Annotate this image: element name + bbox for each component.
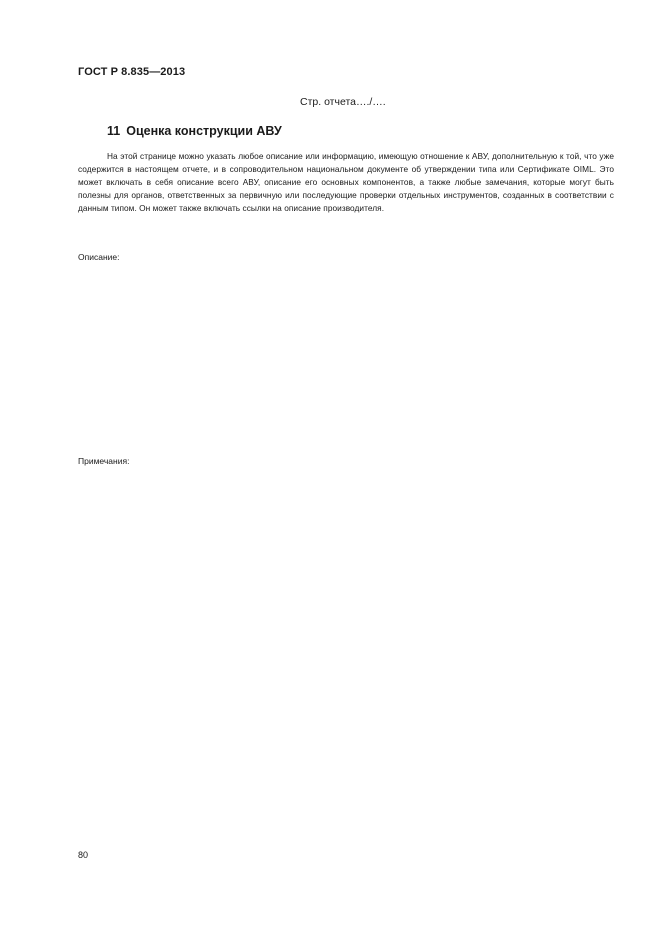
- notes-label: Примечания:: [78, 456, 130, 466]
- report-page-indicator: Стр. отчета…./….: [300, 96, 386, 108]
- page-number: 80: [78, 850, 89, 860]
- section-body-text: На этой странице можно указать любое описание или информацию, имеющую отношение к АВУ, дополнительную к той, что уже содержится в настоящем отчете, и в сопроводительном национальном документе об утверждении типа или Сертификате OIML. Это может включать в себя описание всего АВУ, описание его основных компонентов, а также любые замечания, которые могут быть полезны для органов, ответственных за первичную или последующие проверки отдельных инструментов, созданных в соответствии с данным типом. Он может также включать ссылки на описание производителя.: [78, 151, 614, 213]
- section-title: Оценка конструкции АВУ: [126, 124, 282, 138]
- section-heading: [107, 124, 282, 138]
- section-number: 11: [107, 124, 121, 138]
- description-label: Описание:: [78, 252, 120, 262]
- document-code: ГОСТ Р 8.835—2013: [78, 66, 186, 78]
